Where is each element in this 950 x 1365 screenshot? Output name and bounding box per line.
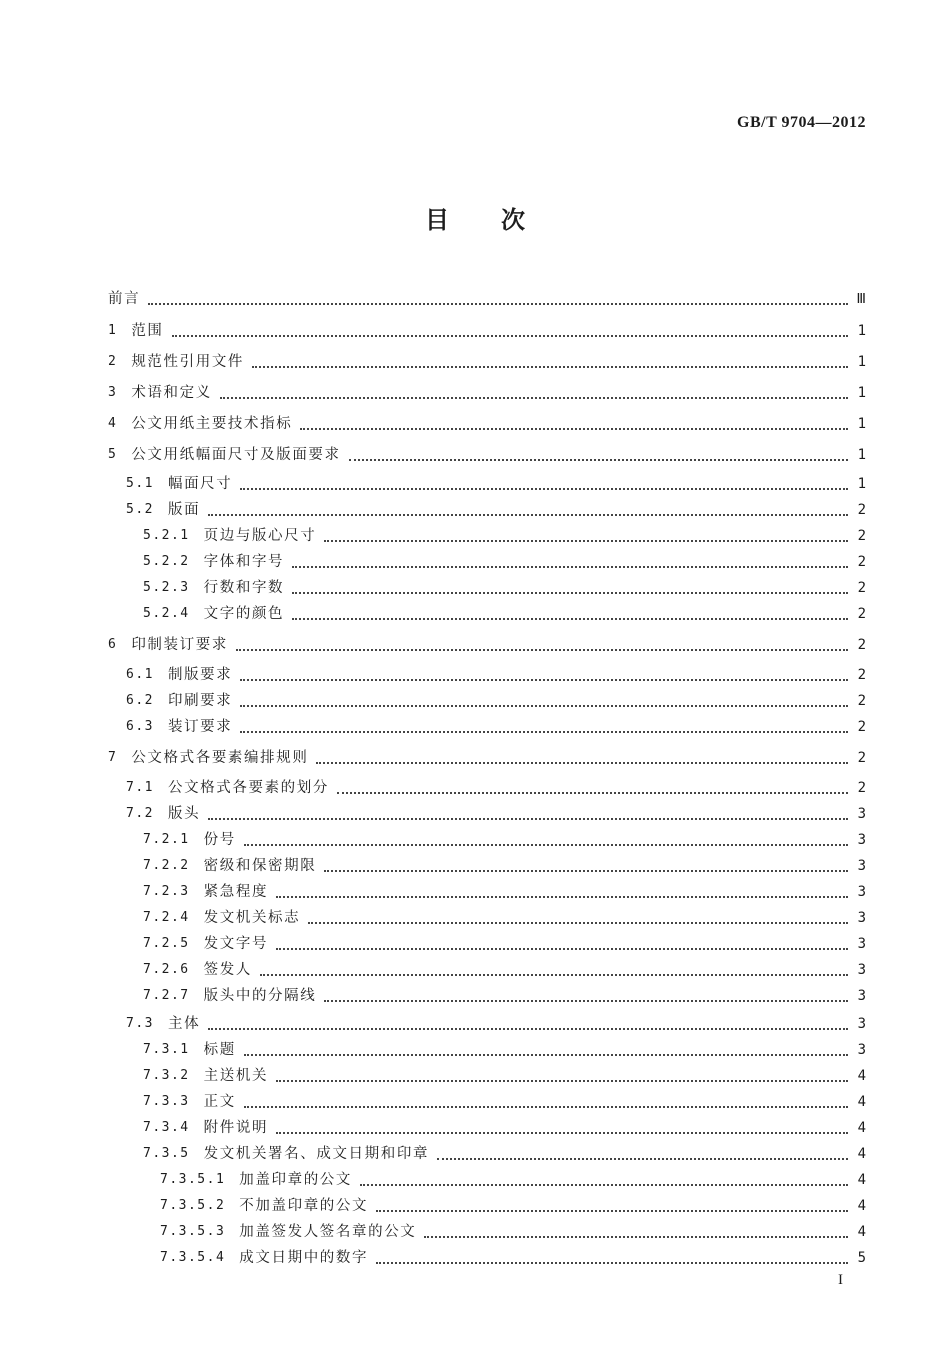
toc-page-number: 2 [857, 750, 866, 766]
toc-number: 3 [108, 385, 118, 400]
toc-entry [0, 1115, 950, 1137]
toc-number: 2 [108, 354, 118, 369]
leader-dots [208, 1018, 848, 1030]
toc-label: 术语和定义 [131, 385, 212, 401]
toc-label: 份号 [203, 832, 236, 848]
toc-page-number: 2 [857, 502, 866, 518]
toc-entry [0, 905, 950, 927]
toc-number: 7.2 [126, 806, 154, 821]
toc-entry [0, 853, 950, 875]
leader-dots [337, 782, 848, 794]
toc-page-number: 2 [857, 780, 866, 796]
toc-label: 主送机关 [203, 1068, 269, 1084]
toc-label: 附件说明 [203, 1120, 269, 1136]
toc-page-number: 4 [857, 1120, 866, 1136]
toc-number: 6.1 [126, 667, 154, 682]
leader-dots [316, 752, 848, 764]
leader-dots [276, 938, 848, 950]
toc-label: 紧急程度 [203, 884, 269, 900]
leader-dots [376, 1200, 848, 1212]
toc-entry [0, 1141, 950, 1163]
toc-label: 不加盖印章的公文 [239, 1198, 369, 1214]
toc-number: 7.3.2 [143, 1068, 190, 1083]
toc-number: 1 [108, 323, 118, 338]
toc-page-number: 3 [857, 832, 866, 848]
leader-dots [292, 582, 848, 594]
toc-page-number: 3 [857, 1042, 866, 1058]
toc-number: 5.2 [126, 502, 154, 517]
toc-number: 7 [108, 750, 118, 765]
toc-entry [0, 688, 950, 710]
toc-page-number: 2 [857, 554, 866, 570]
toc-entry [0, 714, 950, 736]
toc-number: 7.3.5.4 [160, 1250, 226, 1265]
toc-entry [0, 497, 950, 519]
toc-label: 前言 [108, 291, 141, 307]
toc-page-number: 4 [857, 1224, 866, 1240]
toc-entry [0, 523, 950, 545]
toc-label: 印刷要求 [167, 693, 233, 709]
toc-number: 4 [108, 416, 118, 431]
toc-label: 公文用纸主要技术指标 [131, 416, 293, 432]
toc-number: 7.3.3 [143, 1094, 190, 1109]
leader-dots [349, 449, 848, 461]
toc-entry [0, 801, 950, 823]
toc-entry [0, 1063, 950, 1085]
toc-page-number: 3 [857, 806, 866, 822]
toc-entry [0, 286, 950, 308]
toc-page-number: 3 [857, 858, 866, 874]
toc-number: 5.2.4 [143, 606, 190, 621]
toc-label: 版面 [167, 502, 201, 518]
toc-entry [0, 1089, 950, 1111]
toc-label: 发文字号 [203, 936, 269, 952]
toc-number: 7.2.1 [143, 832, 190, 847]
toc-entry [0, 442, 950, 464]
toc-entry [0, 745, 950, 767]
toc-number: 6.2 [126, 693, 154, 708]
toc-label: 行数和字数 [203, 580, 285, 596]
toc-number: 7.2.6 [143, 962, 190, 977]
toc-number: 5.2.2 [143, 554, 190, 569]
toc-label: 制版要求 [167, 667, 233, 683]
toc-entry [0, 1245, 950, 1267]
toc-number: 5.2.1 [143, 528, 190, 543]
toc-label: 版头中的分隔线 [203, 988, 317, 1004]
toc-page-number: 3 [857, 1016, 866, 1032]
leader-dots [360, 1174, 848, 1186]
toc-label: 成文日期中的数字 [239, 1250, 369, 1266]
toc-page-number: 3 [857, 936, 866, 952]
toc-label: 字体和字号 [203, 554, 285, 570]
leader-dots [252, 356, 848, 368]
toc-page-number: 3 [857, 910, 866, 926]
toc-entry [0, 1011, 950, 1033]
leader-dots [292, 556, 848, 568]
toc-page-number: 2 [857, 606, 866, 622]
leader-dots [240, 669, 848, 681]
toc-entry [0, 411, 950, 433]
leader-dots [324, 990, 848, 1002]
toc-number: 6 [108, 637, 118, 652]
leader-dots [276, 1070, 848, 1082]
toc-label: 加盖签发人签名章的公文 [239, 1224, 417, 1240]
toc-label: 范围 [131, 323, 164, 339]
leader-dots [292, 608, 848, 620]
toc-number: 7.3.4 [143, 1120, 190, 1135]
leader-dots [276, 886, 848, 898]
toc-page-number: 1 [857, 416, 866, 432]
toc-entry [0, 775, 950, 797]
toc-number: 6.3 [126, 719, 154, 734]
toc-entry [0, 549, 950, 571]
toc-entry [0, 575, 950, 597]
leader-dots [220, 387, 848, 399]
toc-page-number: 2 [857, 528, 866, 544]
leader-dots [244, 834, 848, 846]
toc-number: 7.3 [126, 1016, 154, 1031]
toc-page-number: 4 [857, 1172, 866, 1188]
toc-entry [0, 380, 950, 402]
toc-number: 7.3.5.2 [160, 1198, 226, 1213]
toc-entry [0, 827, 950, 849]
toc-entry [0, 957, 950, 979]
leader-dots [240, 695, 848, 707]
toc-page-number: 3 [857, 988, 866, 1004]
toc-entry [0, 601, 950, 623]
toc-number: 5.2.3 [143, 580, 190, 595]
toc-page-number: 2 [857, 667, 866, 683]
toc-label: 公文格式各要素的划分 [167, 780, 329, 796]
leader-dots [240, 478, 848, 490]
toc-page-number: 1 [857, 323, 866, 339]
leader-dots [240, 721, 848, 733]
toc-page-number: 1 [857, 385, 866, 401]
leader-dots [424, 1226, 848, 1238]
leader-dots [308, 912, 848, 924]
leader-dots [376, 1252, 848, 1264]
toc-page-number: 1 [857, 447, 866, 463]
toc-page-number: 3 [857, 884, 866, 900]
toc-page-number: 4 [857, 1146, 866, 1162]
toc-label: 签发人 [203, 962, 252, 978]
toc-entry [0, 879, 950, 901]
toc-page-number: 1 [857, 476, 866, 492]
toc-page-number: 2 [857, 719, 866, 735]
toc-label: 正文 [203, 1094, 236, 1110]
leader-dots [324, 530, 848, 542]
toc-number: 7.2.4 [143, 910, 190, 925]
toc-number: 7.2.2 [143, 858, 190, 873]
toc-label: 幅面尺寸 [167, 476, 233, 492]
page-number: I [838, 1272, 843, 1288]
toc-entry [0, 1193, 950, 1215]
toc-label: 发文机关署名、成文日期和印章 [203, 1146, 430, 1162]
leader-dots [208, 504, 848, 516]
toc-number: 7.2.3 [143, 884, 190, 899]
leader-dots [324, 860, 848, 872]
toc-entry [0, 1037, 950, 1059]
toc-label: 文字的颜色 [203, 606, 285, 622]
toc-label: 公文格式各要素编排规则 [131, 750, 309, 766]
toc-label: 发文机关标志 [203, 910, 301, 926]
toc-label: 版头 [167, 806, 201, 822]
toc-number: 7.2.5 [143, 936, 190, 951]
toc-number: 7.1 [126, 780, 154, 795]
toc-label: 标题 [203, 1042, 236, 1058]
toc-page-number: 4 [857, 1094, 866, 1110]
leader-dots [236, 639, 848, 651]
toc-page-number: 5 [857, 1250, 866, 1266]
toc-page-number: 1 [857, 354, 866, 370]
toc-label: 密级和保密期限 [203, 858, 317, 874]
leader-dots [148, 293, 848, 305]
toc-label: 装订要求 [167, 719, 233, 735]
toc-number: 7.3.5.3 [160, 1224, 226, 1239]
toc-label: 规范性引用文件 [131, 354, 245, 370]
toc-page-number: 2 [857, 637, 866, 653]
leader-dots [208, 808, 848, 820]
toc-label: 页边与版心尺寸 [203, 528, 317, 544]
toc-entry [0, 1167, 950, 1189]
leader-dots [172, 325, 848, 337]
toc-number: 7.3.5 [143, 1146, 190, 1161]
leader-dots [260, 964, 848, 976]
leader-dots [244, 1044, 848, 1056]
toc-entry [0, 632, 950, 654]
toc-page-number: 4 [857, 1198, 866, 1214]
toc-page-number: 2 [857, 693, 866, 709]
toc-entry [0, 983, 950, 1005]
toc-label: 印制装订要求 [131, 637, 228, 653]
toc-number: 5.1 [126, 476, 154, 491]
leader-dots [244, 1096, 848, 1108]
toc-number: 7.3.1 [143, 1042, 190, 1057]
toc-number: 5 [108, 447, 118, 462]
toc-number: 7.3.5.1 [160, 1172, 226, 1187]
toc-label: 加盖印章的公文 [239, 1172, 352, 1188]
toc-number: 7.2.7 [143, 988, 190, 1003]
leader-dots [437, 1148, 848, 1160]
leader-dots [300, 418, 848, 430]
page-title: 目次 [425, 206, 577, 234]
toc-label: 主体 [167, 1016, 201, 1032]
toc-entry [0, 471, 950, 493]
standard-code: GB/T 9704—2012 [737, 114, 866, 131]
toc-entry [0, 931, 950, 953]
toc-page-number: 4 [857, 1068, 866, 1084]
toc-page-number: 3 [857, 962, 866, 978]
toc-page-number: Ⅲ [856, 291, 866, 307]
leader-dots [276, 1122, 848, 1134]
toc-entry [0, 318, 950, 340]
toc-entry [0, 662, 950, 684]
toc-label: 公文用纸幅面尺寸及版面要求 [131, 447, 341, 463]
toc-entry [0, 1219, 950, 1241]
toc-entry [0, 349, 950, 371]
toc-page-number: 2 [857, 580, 866, 596]
